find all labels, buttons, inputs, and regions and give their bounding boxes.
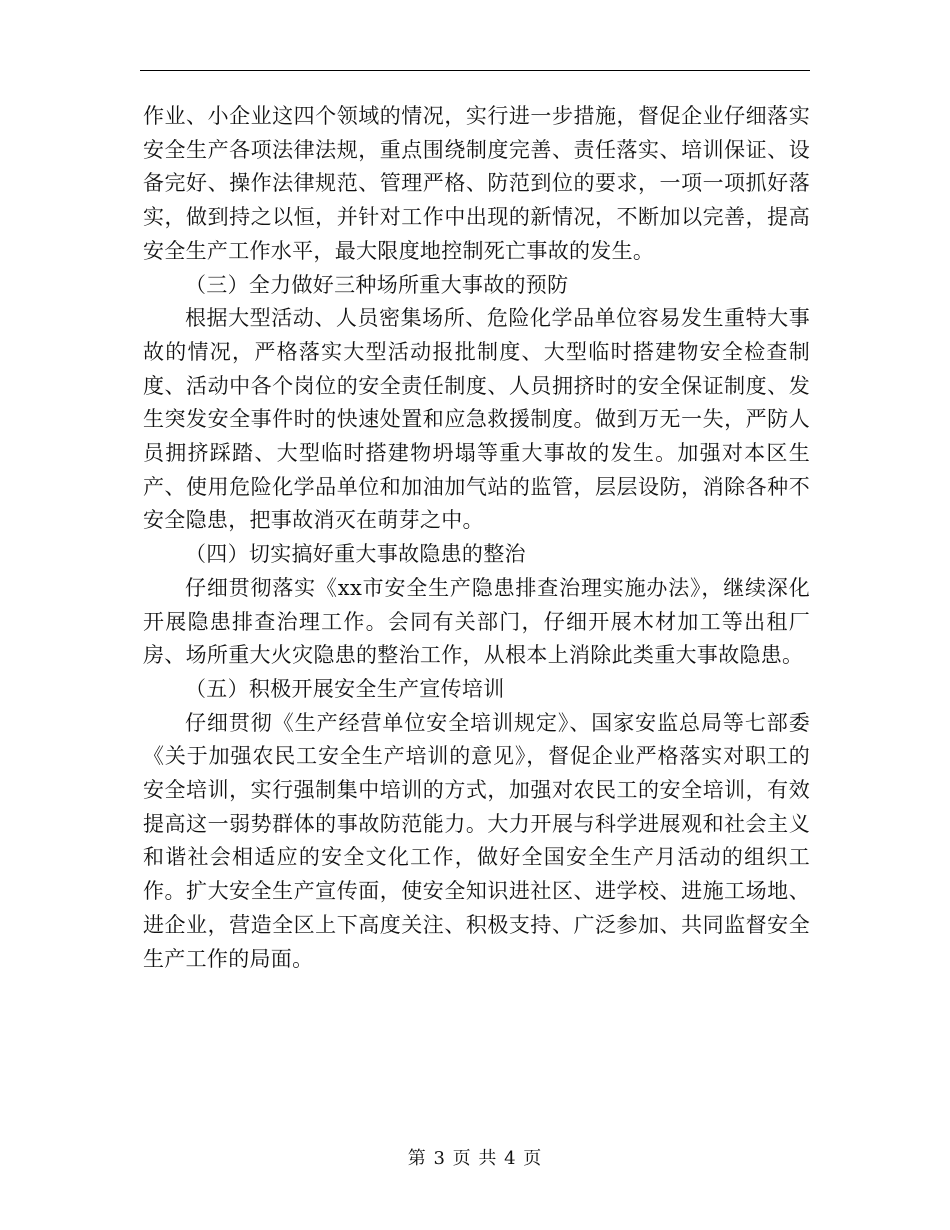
paragraph-4: 仔细贯彻《生产经营单位安全培训规定》、国家安监总局等七部委《关于加强农民工安全生产培训的意见》，督促企业严格落实对职工的安全培训，实行强制集中培训的方式，加强对农民工的安全培训，有效提高这一弱势群体的事故防范能力。大力开展与科学进展观和社会主义和谐社会相适应的安全文化工作，做好全国安全生产月活动的组织工作。扩大安全生产宣传面，使安全知识进社区、进学校、进施工场地、进企业，营造全区上下高度关注、积极支持、广泛参加、共同监督安全生产工作的局面。 (143, 710, 810, 971)
section-heading-4: （四）切实搞好重大事故隐患的整治 (185, 542, 526, 567)
document-body (143, 100, 810, 976)
section-heading-5: （五）积极开展安全生产宣传培训 (185, 676, 505, 701)
header-rule (140, 70, 810, 71)
paragraph-2: 根据大型活动、人员密集场所、危险化学品单位容易发生重特大事故的情况，严格落实大型活动报批制度、大型临时搭建物安全检查制度、活动中各个岗位的安全责任制度、人员拥挤时的安全保证制度、发生突发安全事件时的快速处置和应急救援制度。做到万无一失，严防人员拥挤踩踏、大型临时搭建物坍塌等重大事故的发生。加强对本区生产、使用危险化学品单位和加油加气站的监管，层层设防，消除各种不安全隐患，把事故消灭在萌芽之中。 (143, 306, 810, 533)
page-footer: 第 3 页 共 4 页 (407, 1148, 543, 1169)
section-heading-3: （三）全力做好三种场所重大事故的预防 (185, 272, 569, 297)
paragraph-1: 作业、小企业这四个领域的情况，实行进一步措施，督促企业仔细落实安全生产各项法律法规，重点围绕制度完善、责任落实、培训保证、设备完好、操作法律规范、管理严格、防范到位的要求，一项一项抓好落实，做到持之以恒，并针对工作中出现的新情况，不断加以完善，提高安全生产工作水平，最大限度地控制死亡事故的发生。 (143, 104, 810, 263)
paragraph-3: 仔细贯彻落实《xx市安全生产隐患排查治理实施办法》，继续深化开展隐患排查治理工作。会同有关部门，仔细开展木材加工等出租厂房、场所重大火灾隐患的整治工作，从根本上消除此类重大事故隐患。 (143, 575, 810, 668)
